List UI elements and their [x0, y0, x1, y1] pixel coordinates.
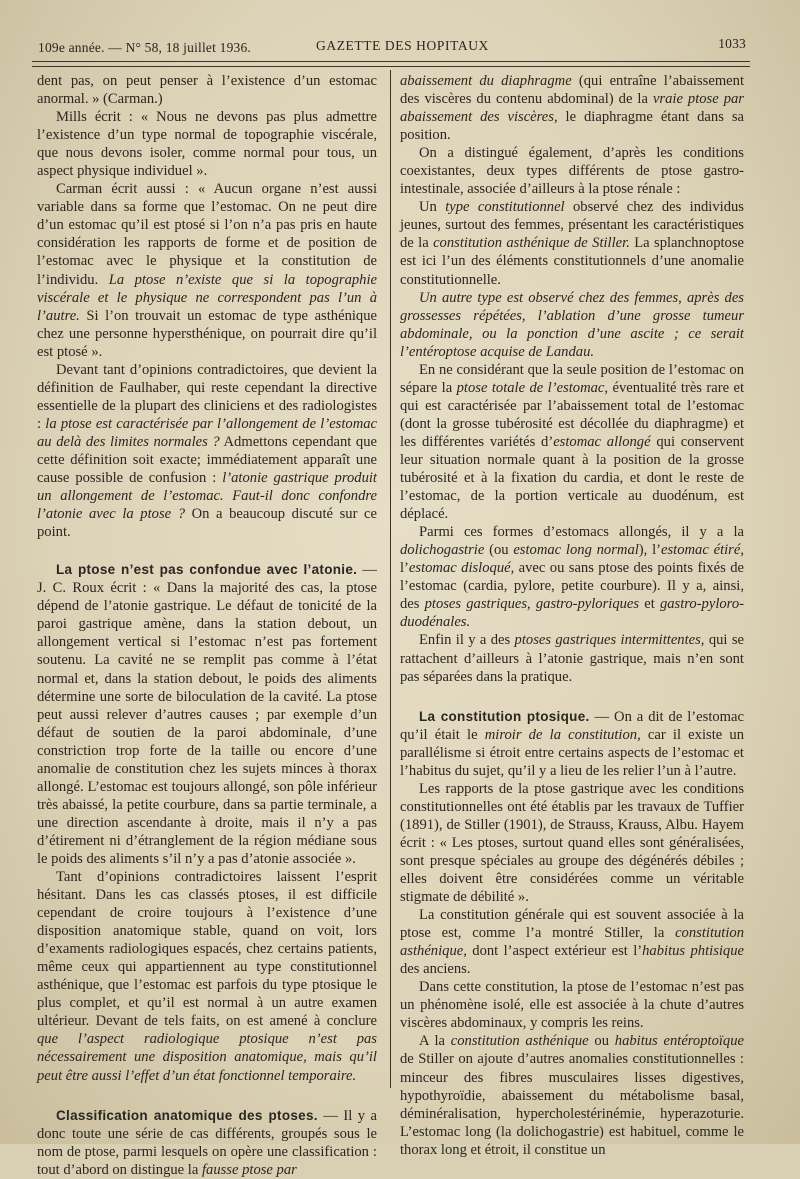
left-column	[37, 72, 377, 1179]
paragraph: La constitution générale qui est souvent associée à la ptose est, comme l’a montré Stiller, la constitution asthénique, dont l’aspect extérieur est l’habitus phtisique des anciens.	[400, 907, 744, 978]
paragraph: Les rapports de la ptose gastrique avec les conditions constitutionnelles ont été établis par les travaux de Tuffier (1891), de Stiller (1901), de Strauss, Krauss, Albu. Hayem écrit : « Les ptoses, surtout quand elles sont généralisées, sont presque spéciales au groupe des dégénérés débiles ; elles doivent être considérées comme un véritable stigmate de débilité ».	[400, 780, 744, 906]
section-heading: La ptose n’est pas confondue avec l’atonie.	[56, 562, 358, 578]
paragraph: Enfin il y a des ptoses gastriques intermittentes, qui se rattachent d’ailleurs à l’atonie gastrique, mais n’en sont pas séparées dans la pratique.	[400, 632, 744, 685]
paragraph: Un type constitutionnel observé chez des individus jeunes, surtout des femmes, présentant les caractéristiques de la constitution asthénique de Stiller. La splanchnoptose est ici l’un des éléments constitutionnels d’une anomalie constitutionnelle.	[400, 199, 744, 288]
header-rule-thin	[32, 66, 750, 67]
section-heading: Classification anatomique des ptoses.	[56, 1107, 318, 1123]
header-rule	[32, 61, 750, 62]
paragraph: A la constitution asthénique ou habitus entéroptoïque de Stiller on ajoute d’autres anomalies constitutionnelles : minceur des fibres musculaires lisses digestives, hypothyroïdie, abaissement du métabolisme basal, déminéralisation, hypercholestérinémie, hyperazoturie. L’estomac long (la dolichogastrie) est habituel, comme le thorax long et étroit, il constitue un	[400, 1033, 745, 1158]
section-paragraph: La ptose n’est pas confondue avec l’atonie. — J. C. Roux écrit : « Dans la majorité des cas, la ptose dépend de l’atonie gastrique. Le défaut de tonicité de la paroi gastrique amène, dans la station debout, un allongement vertical si l’estomac n’est pas fortement soutenu. La cavité ne se remplit pas comme à l’état normal et, dans la station debout, le poids des aliments détermine une sorte de biloculation de la cavité. La ptose peut aussi relever d’autres causes ; par exemple d’un défaut de soutien de la paroi abdominale, d’une constriction trop forte de la taille ou encore d’une anomalie de constitution chez les sujets minces à thorax allongé. L’estomac est toujours allongé, son pôle inférieur très abaissé, la petite courbure, dans sa partie terminale, a une direction ascendante à droite, mais il n’y a pas d’étirement ni d’étranglement de la région médiane sous le poids des aliments s’il n’y a pas d’atonie associée ».	[37, 562, 378, 867]
paragraph: Carman écrit aussi : « Aucun organe n’est aussi variable dans sa forme que l’estomac. On ne peut dire d’un estomac qu’il est ptosé si l’on n’a pas pris en haute considération les rapports de forme et de position de l’estomac avec le physique et la constitution de l’individu. La ptose n’existe que si la topographie viscérale et le physique ne correspondent pas l’un à l’autre. Si l’on trouvait un estomac de type asthénique chez une personne hypersthénique, on pourrait dire qu’il est ptosé ».	[37, 181, 377, 360]
section-paragraph: Classification anatomique des ptoses. — Il y a donc toute une série de cas différents, groupés sous le nom de ptose, parmi lesquels on opère une classification : tout d’abord on distingue la fausse ptose par	[37, 1107, 377, 1178]
paragraph: Dans cette constitution, la ptose de l’estomac n’est pas un phénomène isolé, elle est associée à la chute d’autres viscères abdominaux, y compris les reins.	[400, 979, 744, 1032]
issue-info: 109e année. — N° 58, 18 juillet 1936.	[38, 40, 252, 55]
column-divider	[390, 70, 391, 1088]
journal-title: GAZETTE DES HOPITAUX	[316, 38, 489, 53]
page-header	[38, 36, 746, 58]
paragraph: Mills écrit : « Nous ne devons pas plus admettre l’existence d’un type normal de topographie viscérale, que nous devons isoler, comme normal pour tous, un aspect physique individuel ».	[37, 109, 377, 180]
page-number: 1033	[718, 36, 746, 51]
section-heading: La constitution ptosique.	[419, 708, 590, 724]
paragraph: Parmi ces formes d’estomacs allongés, il y a la dolichogastrie (ou estomac long normal), l’estomac étiré, l’estomac disloqué, avec ou sans ptose des points fixés de l’estomac (cardia, pylore, petite courbure). Il y a, ainsi, des ptoses gastriques, gastro-pyloriques et gastro-pyloro-duodénales.	[400, 524, 744, 631]
paragraph: abaissement du diaphragme (qui entraîne l’abaissement des viscères du contenu abdominal) de la vraie ptose par abaissement des viscères, le diaphragme étant dans sa position.	[400, 73, 744, 144]
section-paragraph: La constitution ptosique. — On a dit de l’estomac qu’il était le miroir de la constitution, car il existe un parallélisme si étroit entre certains aspects de l’estomac et l’habitus du sujet, qu’il y a lieu de les relier l’un à l’autre.	[400, 708, 744, 779]
paragraph: Tant d’opinions contradictoires laissent l’esprit hésitant. Dans les cas classés ptoses, il est difficile cependant de croire toujours à l’existence d’une disposition anatomique stable, quand on voit, lors d’examents radiologiques espacés, chez certains patients, même ceux qui appartiennent au type constitutionnel asthénique, que l’estomac est parfois du type ptosique le plus complet, et qu’il est normal à un autre examen ultérieur. Devant de tels faits, on est amené à conclure que l’aspect radiologique ptosique n’est pas nécessairement une disposition anatomique, mais qu’il peut être aussi l’effet d’un état fonctionnel temporaire.	[37, 869, 377, 1084]
paragraph: On a distingué également, d’après les conditions coexistantes, deux types différents de ptose gastro-intestinale, associée d’ailleurs à la ptose rénale :	[400, 145, 744, 198]
paragraph: dent pas, on peut penser à l’existence d’un estomac anormal. » (Carman.)	[37, 73, 377, 108]
paragraph: En ne considérant que la seule position de l’estomac on sépare la ptose totale de l’estomac, éventualité très rare et qui est caractérisée par l’abaissement total de l’estomac (dont la grosse tubérosité est décollée du diaphragme) et les différentes variétés d’estomac allongé qui conservent leur situation normale quant à la position de la grosse tubérosité et à la fixation du cardia, et dont le reste de l’estomac, de la portion verticale au duodénum, est déplacé.	[400, 361, 744, 523]
right-column	[400, 72, 744, 1159]
paragraph: Devant tant d’opinions contradictoires, que devient la définition de Faulhaber, qui reste cependant la directive essentielle de la plupart des cliniciens et des radiologistes : la ptose est caractérisée par l’allongement de l’estomac au delà des limites normales ? Admettons cependant que cette définition soit exacte; immédiatement apparaît une cause possible de confusion : l’atonie gastrique produit un allongement de l’estomac. Faut-il donc confondre l’atonie avec la ptose ? On a beaucoup discuté sur ce point.	[37, 361, 378, 541]
paragraph: Un autre type est observé chez des femmes, après des grossesses répétées, l’ablation d’une grosse tumeur abdominale, ou la ponction d’une ascite ; ce serait l’entéroptose acquise de Landau.	[400, 289, 744, 360]
